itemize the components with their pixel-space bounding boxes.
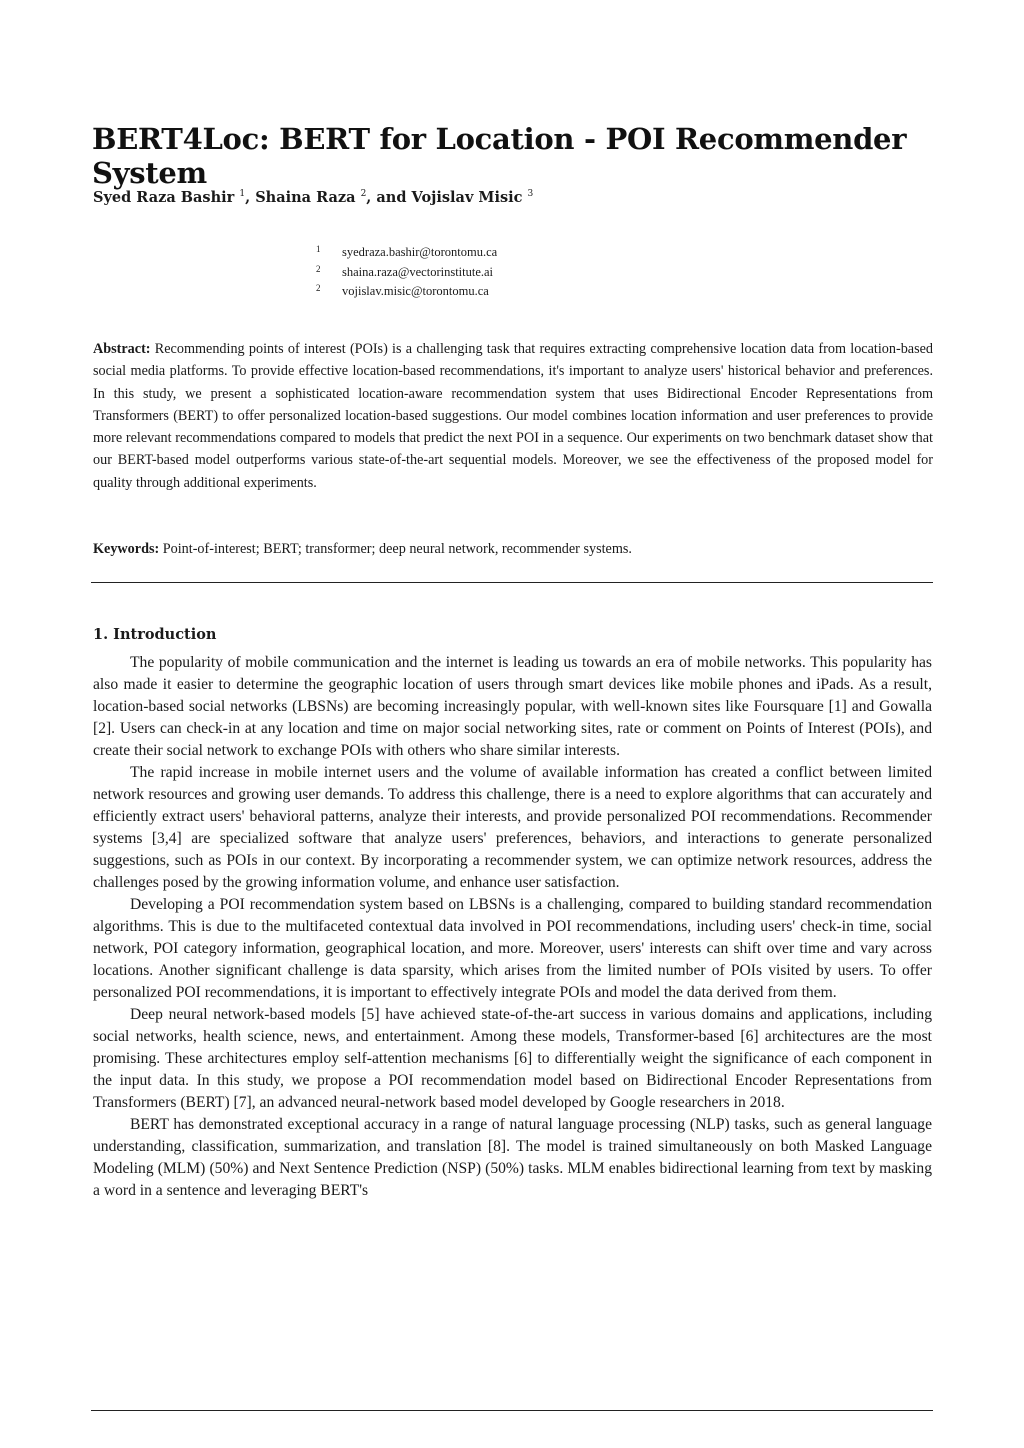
author-email-list bbox=[316, 243, 497, 302]
keywords-label: Keywords: bbox=[93, 541, 160, 557]
author-separator: , and bbox=[366, 189, 412, 206]
author-affiliation: 3 bbox=[527, 189, 534, 200]
paragraph: BERT has demonstrated exceptional accuracy in a range of natural language processing (NLP) tasks, such as general language understanding, classification, summarization, and translation [8]. The model is trained simultaneously on both Masked Language Modeling (MLM) (50%) and Next Sentence Prediction (NSP) (50%) tasks. MLM enables bidirectional learning from text by masking a word in a sentence and leveraging BERT's bbox=[93, 1116, 932, 1199]
author-affiliation: 2 bbox=[360, 189, 367, 200]
abstract bbox=[93, 338, 933, 494]
paragraph: Developing a POI recommendation system based on LBSNs is a challenging, compared to building standard recommendation algorithms. This is due to the multifaceted contextual data involved in POI recommendations, including users' check-in time, social network, POI category information, geographical location, and more. Moreover, users' interests can shift over time and vary across locations. Another significant challenge is data sparsity, which arises from the limited number of POIs visited by users. To offer personalized POI recommendations, it is important to effectively integrate POIs and model the data derived from them. bbox=[93, 896, 932, 1001]
email-item bbox=[316, 263, 497, 283]
email-item bbox=[316, 282, 497, 302]
author-affiliation: 1 bbox=[239, 189, 246, 200]
email-index: 2 bbox=[316, 283, 321, 293]
author-name: Shaina Raza bbox=[255, 189, 356, 206]
email-item bbox=[316, 243, 497, 263]
email-address: vojislav.misic@torontomu.ca bbox=[342, 284, 489, 298]
email-address: shaina.raza@vectorinstitute.ai bbox=[342, 264, 494, 279]
author-separator: , bbox=[245, 189, 256, 206]
paragraph: The popularity of mobile communication and the internet is leading us towards an era of mobile networks. This popularity has also made it easier to determine the geographic location of users through smart devices like mobile phones and iPads. As a result, location-based social networks (LBSNs) are becoming increasingly popular, with well-known sites like Foursquare [1] and Gowalla [2]. Users can check-in at any location and time on major social networking sites, rate or comment on Points of Interest (POIs), and create their social network to exchange POIs with others who share similar interests. bbox=[93, 654, 932, 759]
email-address: syedraza.bashir@torontomu.ca bbox=[342, 245, 498, 259]
section-heading: 1. Introduction bbox=[93, 626, 217, 643]
section-divider bbox=[91, 582, 933, 583]
email-index: 2 bbox=[316, 263, 321, 274]
abstract-label: Abstract: bbox=[93, 341, 151, 357]
author-name: Vojislav Misic bbox=[411, 189, 523, 206]
paper-title: BERT4Loc: BERT for Location - POI Recommender System bbox=[92, 122, 907, 190]
keywords-text: Point-of-interest; BERT; transformer; deep neural network, recommender systems. bbox=[159, 541, 632, 557]
abstract-text: Recommending points of interest (POIs) is a challenging task that requires extracting comprehensive location data from location-based social media platforms. To provide effective location-based recommendations, it's important to analyze users' historical behavior and preferences. In this study, we present a sophisticated location-aware recommendation system that uses Bidirectional Encoder Representations from Transformers (BERT) to offer personalized location-based suggestions. Our model combines location information and user preferences to provide more relevant recommendations compared to models that predict the next POI in a sequence. Our experiments on two benchmark dataset show that our BERT-based model outperforms various state-of-the-art sequential models. Moreover, we see the effectiveness of the proposed model for quality through additional experiments. bbox=[93, 341, 933, 491]
introduction-body bbox=[93, 652, 932, 1202]
email-index: 1 bbox=[316, 244, 321, 254]
author-name: Syed Raza Bashir bbox=[93, 189, 235, 206]
keywords bbox=[93, 538, 933, 560]
paragraph: Deep neural network-based models [5] have achieved state-of-the-art success in various domains and applications, including social networks, health science, news, and entertainment. Among these models, Transformer-based [6] architectures are the most promising. These architectures employ self-attention mechanisms [6] to differentially weight the significance of each component in the input data. In this study, we propose a POI recommendation model based on Bidirectional Encoder Representations from Transformers (BERT) [7], an advanced neural-network based model developed by Google researchers in 2018. bbox=[93, 1006, 932, 1111]
footer-divider bbox=[91, 1410, 933, 1411]
author-list bbox=[93, 189, 533, 206]
paragraph: The rapid increase in mobile internet users and the volume of available information has created a conflict between limited network resources and growing user demands. To address this challenge, there is a need to explore algorithms that can accurately and efficiently extract users' behavioral patterns, analyze their interests, and provide personalized POI recommendations. Recommender systems [3,4] are specialized software that analyze users' preferences, behaviors, and interactions to generate personalized suggestions, such as POIs in our context. By incorporating a recommender system, we can optimize network resources, address the challenges posed by the growing information volume, and enhance user satisfaction. bbox=[93, 764, 932, 891]
